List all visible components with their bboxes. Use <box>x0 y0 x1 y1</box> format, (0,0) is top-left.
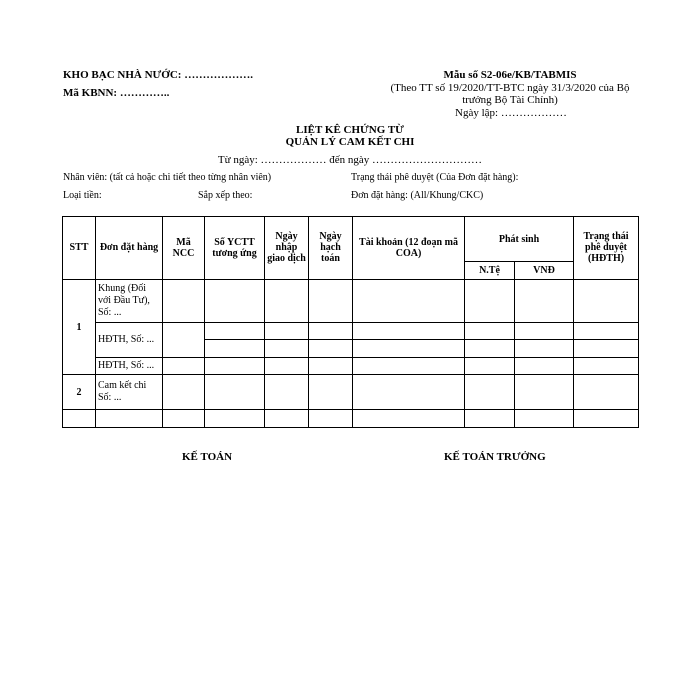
header-payment-request: Số YCTT tương ứng <box>205 217 265 280</box>
table-cell <box>353 340 465 357</box>
row1-contract-2: HĐTH, Số: ... <box>96 357 163 374</box>
filter-approval-status: Trạng thái phê duyệt (Của Đơn đặt hàng): <box>351 172 519 183</box>
table-cell <box>309 322 353 339</box>
table-cell <box>163 322 205 357</box>
circular-reference-line1: (Theo TT số 19/2020/TT-BTC ngày 31/3/2020 của Bộ <box>390 82 630 94</box>
table-cell <box>574 340 639 357</box>
header-foreign-currency: N.Tệ <box>465 262 515 279</box>
form-number: Mẫu số S2-06e/KB/TABMIS <box>443 69 577 81</box>
table-cell <box>309 340 353 357</box>
signature-accountant: KẾ TOÁN <box>182 451 233 463</box>
table-cell <box>163 410 205 428</box>
table-cell <box>574 375 639 410</box>
header-vnd: VNĐ <box>515 262 574 279</box>
header-account: Tài khoản (12 đoạn mã COA) <box>353 217 465 280</box>
table-cell <box>265 410 309 428</box>
table-cell <box>353 322 465 339</box>
table-cell <box>465 322 515 339</box>
table-cell <box>353 375 465 410</box>
row2-stt: 2 <box>63 375 96 410</box>
table-cell <box>205 279 265 322</box>
table-cell <box>515 357 574 374</box>
row2-spending-commitment: Cam kết chi Số: ... <box>96 375 163 410</box>
header-approval-status: Trạng thái phê duyệt (HĐTH) <box>574 217 639 280</box>
table-cell <box>574 322 639 339</box>
table-cell <box>96 410 163 428</box>
table-cell <box>205 357 265 374</box>
table-cell <box>265 322 309 339</box>
table-cell <box>205 375 265 410</box>
table-cell <box>205 322 265 339</box>
table-cell <box>309 410 353 428</box>
header-order: Đơn đặt hàng <box>96 217 163 280</box>
row1-stt: 1 <box>63 279 96 375</box>
table-cell <box>515 340 574 357</box>
signature-chief-accountant: KẾ TOÁN TRƯỞNG <box>444 451 546 463</box>
table-cell <box>265 357 309 374</box>
treasury-name: KHO BẠC NHÀ NƯỚC: ………………. <box>63 69 253 81</box>
table-cell <box>515 375 574 410</box>
table-cell <box>205 410 265 428</box>
table-cell <box>353 279 465 322</box>
filter-sort: Sắp xếp theo: <box>198 190 253 201</box>
table-cell <box>163 279 205 322</box>
table-cell <box>265 340 309 357</box>
table-cell <box>163 375 205 410</box>
table-cell <box>465 279 515 322</box>
table-cell <box>309 357 353 374</box>
table-cell <box>309 279 353 322</box>
circular-reference-line2: trưởng Bộ Tài Chính) <box>462 94 558 106</box>
period: Từ ngày: ……………… đến ngày ………………………… <box>217 154 483 166</box>
table-cell <box>465 375 515 410</box>
document-title-line1: LIỆT KÊ CHỨNG TỪ <box>296 124 404 136</box>
voucher-table <box>62 216 639 428</box>
table-cell <box>265 279 309 322</box>
filter-staff: Nhân viên: (tất cả hoặc chi tiết theo từng nhân viên) <box>63 172 272 183</box>
table-cell <box>63 410 96 428</box>
filter-order: Đơn đặt hàng: (All/Khung/CKC) <box>351 190 484 201</box>
table-cell <box>465 340 515 357</box>
table-cell <box>465 357 515 374</box>
table-cell <box>163 357 205 374</box>
document-title-line2: QUẢN LÝ CAM KẾT CHI <box>285 136 415 148</box>
header-stt: STT <box>63 217 96 280</box>
table-cell <box>515 410 574 428</box>
table-cell <box>515 279 574 322</box>
table-cell <box>515 322 574 339</box>
row1-contract-1: HĐTH, Số: ... <box>96 322 163 357</box>
creation-date: Ngày lập: ……………… <box>455 107 567 119</box>
table-cell <box>574 357 639 374</box>
header-supplier-code: Mã NCC <box>163 217 205 280</box>
table-cell <box>353 410 465 428</box>
table-cell <box>353 357 465 374</box>
row1-framework-order: Khung (Đối với Đầu Tư), Số: ... <box>96 279 163 322</box>
filter-currency: Loại tiền: <box>63 190 102 201</box>
header-entry-date: Ngày nhập giao dịch <box>265 217 309 280</box>
table-cell <box>205 340 265 357</box>
treasury-code: Mã KBNN: ………….. <box>63 87 170 99</box>
header-posting-date: Ngày hạch toán <box>309 217 353 280</box>
header-amount: Phát sinh <box>465 217 574 262</box>
table-cell <box>465 410 515 428</box>
table-cell <box>309 375 353 410</box>
table-cell <box>265 375 309 410</box>
table-cell <box>574 279 639 322</box>
table-cell <box>574 410 639 428</box>
